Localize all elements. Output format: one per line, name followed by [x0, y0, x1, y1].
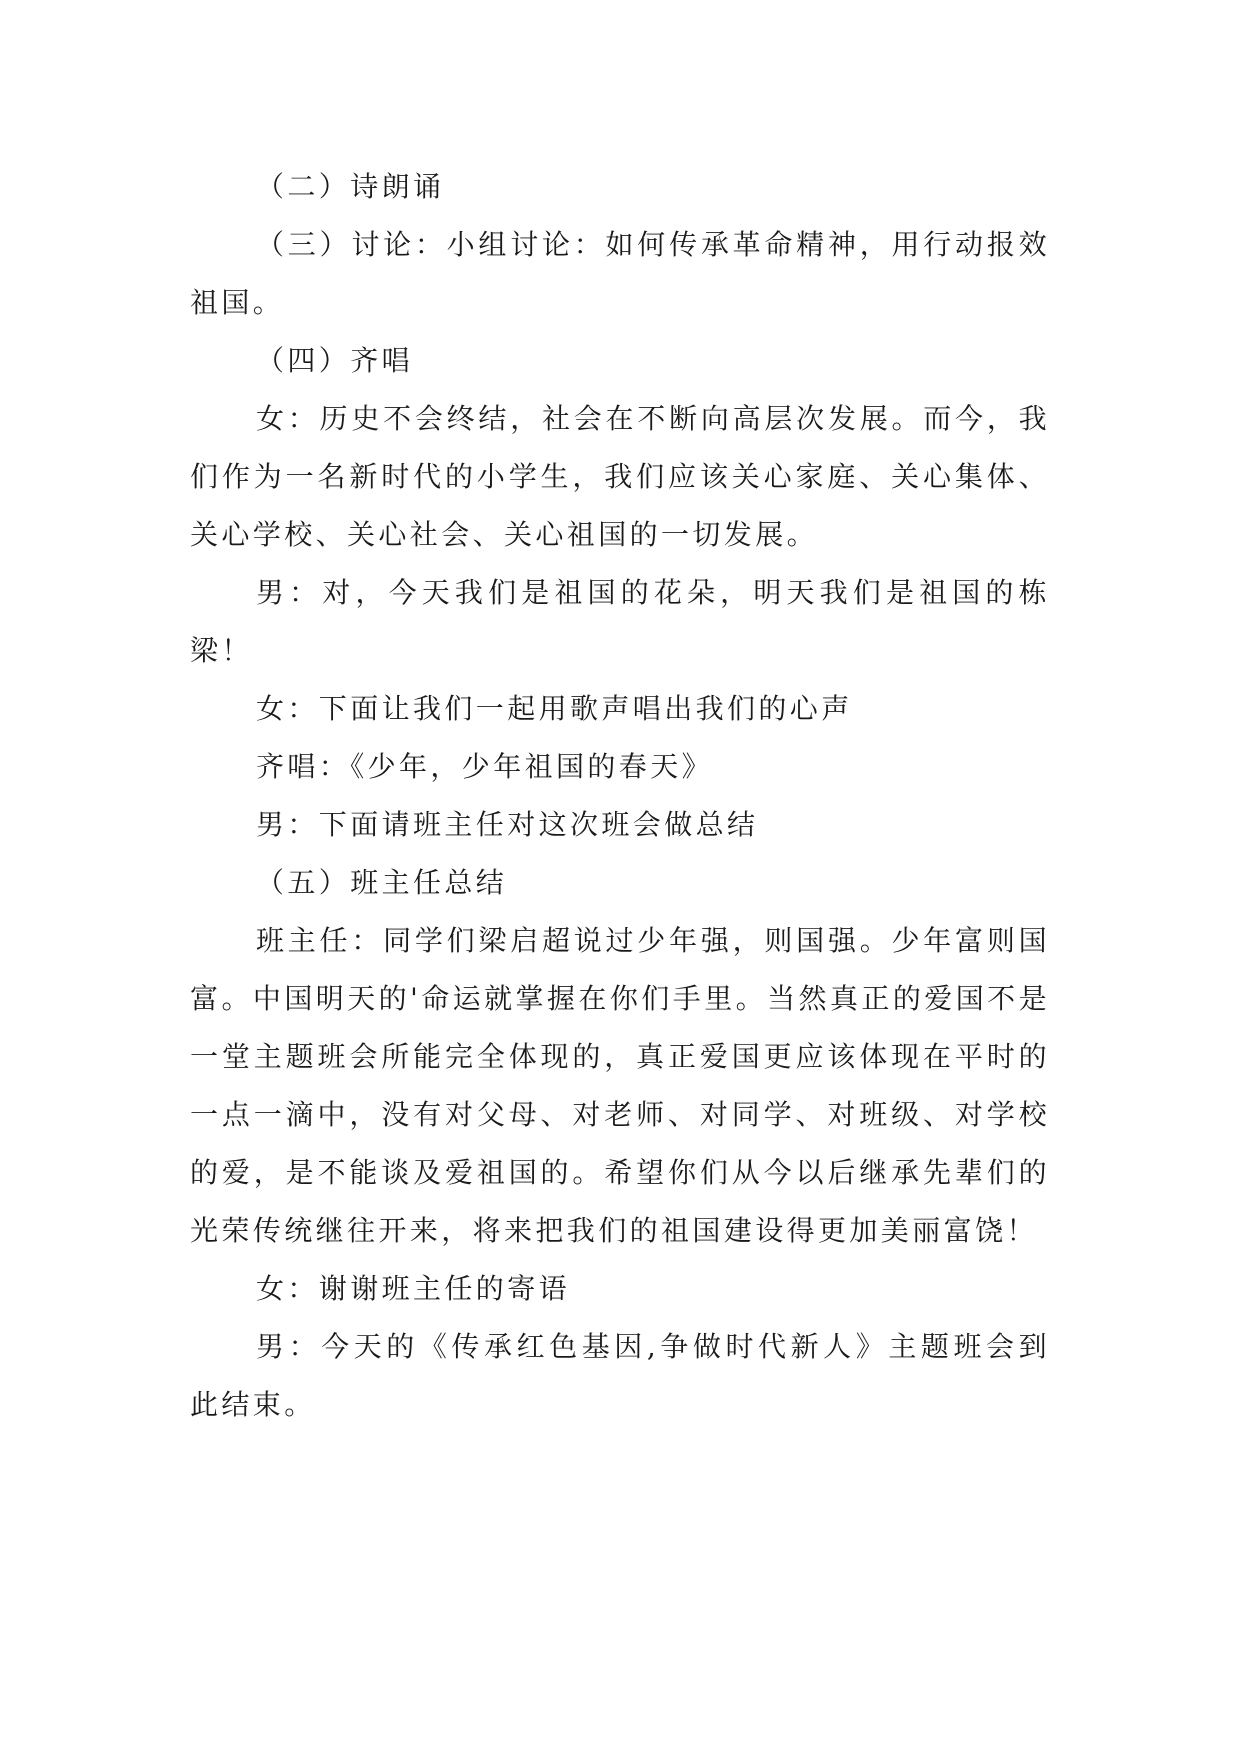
dialogue-male-flowers: 男：对，今天我们是祖国的花朵，明天我们是祖国的栋梁！	[190, 576, 1050, 667]
dialogue-male-closing: 男：今天的《传承红色基因,争做时代新人》主题班会到此结束。	[190, 1330, 1050, 1421]
section-heading-discussion: （三）讨论：小组讨论：如何传承革命精神，用行动报效祖国。	[190, 228, 1050, 319]
dialogue-female-sing: 女：下面让我们一起用歌声唱出我们的心声	[256, 692, 853, 725]
section-heading-chorus: （四）齐唱	[256, 344, 414, 377]
dialogue-male-summary-request: 男：下面请班主任对这次班会做总结	[256, 808, 759, 841]
dialogue-female-history: 女：历史不会终结，社会在不断向高层次发展。而今，我们作为一名新时代的小学生，我们应该关心家庭、关心集体、关心学校、关心社会、关心祖国的一切发展。	[190, 402, 1050, 551]
chorus-song-title: 齐唱：《少年，少年祖国的春天》	[256, 750, 714, 783]
section-heading-poetry-recitation: （二）诗朗诵	[256, 170, 445, 203]
dialogue-female-thanks: 女：谢谢班主任的寄语	[256, 1272, 571, 1305]
teacher-summary-text: 班主任：同学们梁启超说过少年强，则国强。少年富则国富。中国明天的'命运就掌握在你们手里。当然真正的爱国不是一堂主题班会所能完全体现的，真正爱国更应该体现在平时的一点一滴中，没有对父母、对老师、对同学、对班级、对学校的爱，是不能谈及爱祖国的。希望你们从今以后继承先辈们的光荣传统继往开来，将来把我们的祖国建设得更加美丽富饶！	[190, 924, 1050, 1247]
section-heading-teacher-summary: （五）班主任总结	[256, 866, 508, 899]
document-body	[190, 158, 1050, 1434]
